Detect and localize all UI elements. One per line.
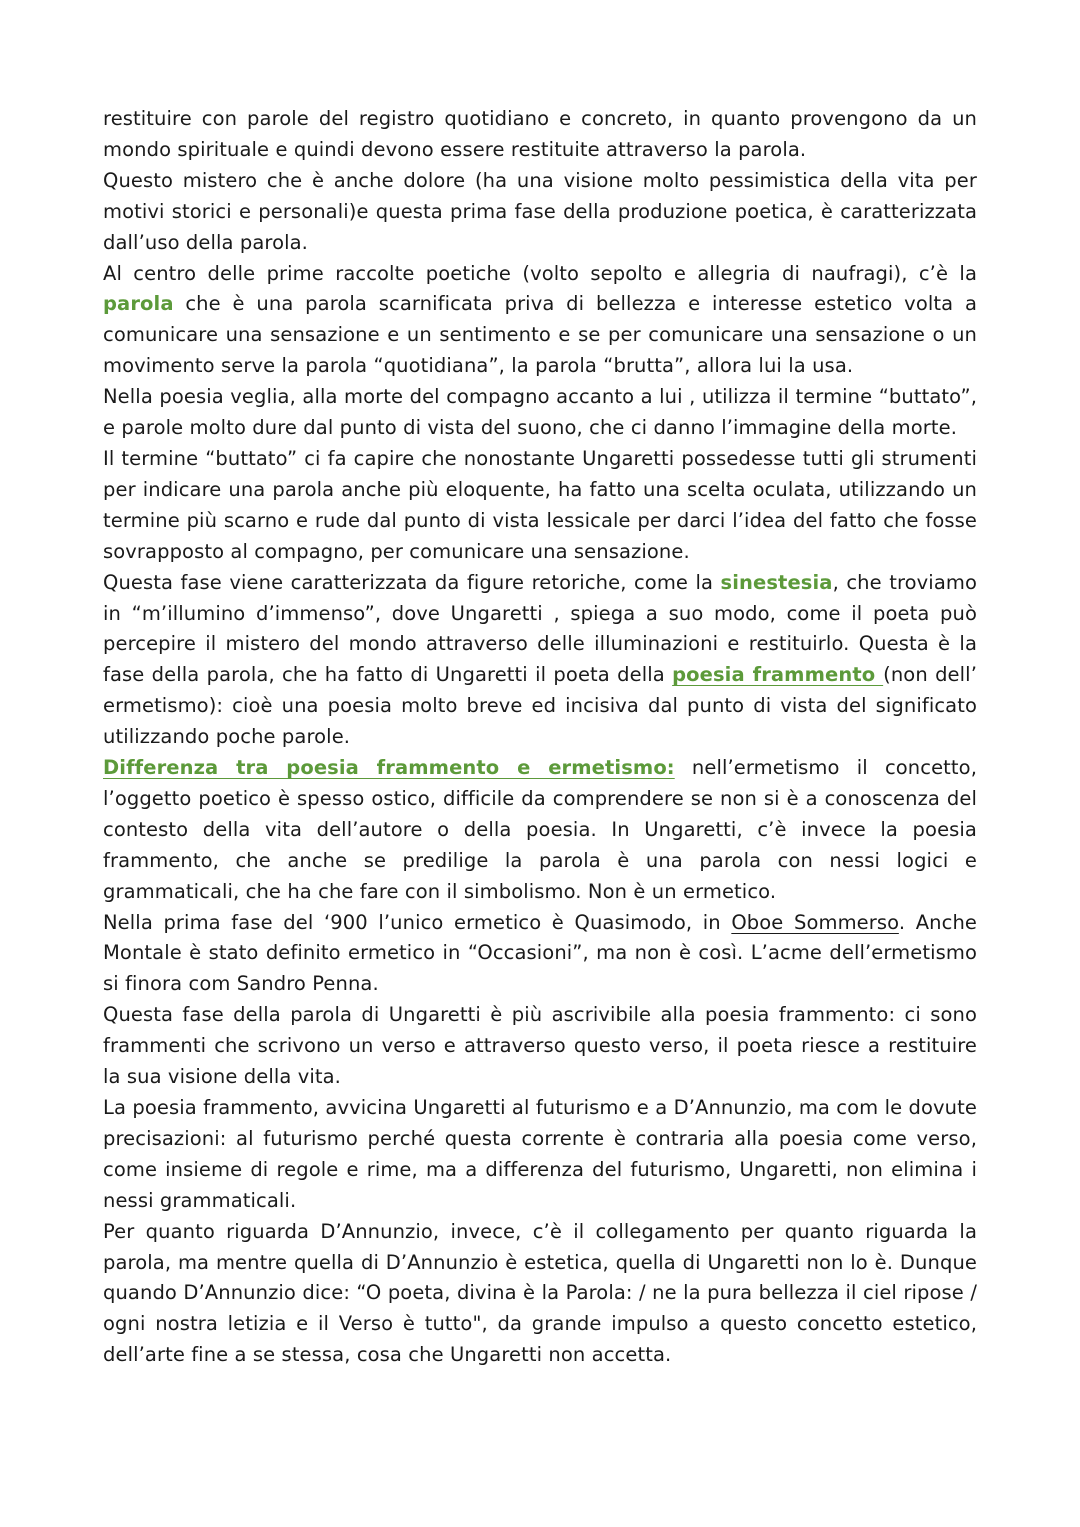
highlighted-term: poesia frammento bbox=[672, 663, 884, 687]
paragraph-text: La poesia frammento, avvicina Ungaretti al futurismo e a D’Annunzio, ma com le dovute precisazioni: al futurismo perché questa corrente è contraria alla poesia come verso, come insieme di regole e rime, ma a differenza del futurismo, Ungaretti, non elimina i nessi grammaticali. bbox=[103, 1096, 977, 1212]
paragraph-text: (non dell’ ermetismo): cioè una poesia molto breve ed incisiva dal punto di vista del significato utilizzando poche parole. bbox=[103, 663, 977, 749]
paragraph-p5 bbox=[103, 444, 977, 568]
paragraph-p2 bbox=[103, 166, 977, 259]
document-body bbox=[103, 104, 977, 1371]
paragraph-text: Questa fase viene caratterizzata da figure retoriche, come la bbox=[103, 570, 721, 594]
paragraph-text: Questo mistero che è anche dolore (ha una visione molto pessimistica della vita per motivi storici e personali)e questa prima fase della produzione poetica, è caratterizzata dall’uso della parola. bbox=[103, 168, 977, 254]
paragraph-p1 bbox=[103, 104, 977, 166]
paragraph-text: restituire con parole del registro quotidiano e concreto, in quanto provengono da un mondo spirituale e quindi devono essere restituite attraverso la parola. bbox=[103, 107, 977, 161]
paragraph-text: Nella prima fase del ‘900 l’unico ermetico è Quasimodo, in bbox=[103, 910, 732, 934]
paragraph-text: Questa fase della parola di Ungaretti è più ascrivibile alla poesia frammento: ci sono frammenti che scrivono un verso e attraverso questo verso, il poeta riesce a restituire la sua visione della vita. bbox=[103, 1003, 977, 1089]
paragraph-p9 bbox=[103, 1000, 977, 1093]
paragraph-text: Il termine “buttato” ci fa capire che nonostante Ungaretti possedesse tutti gli strumenti per indicare una parola anche più eloquente, ha fatto una scelta oculata, utilizzando un termine più scarno e rude dal punto di vista lessicale per darci l’idea del fatto che fosse sovrapposto al compagno, per comunicare una sensazione. bbox=[103, 446, 977, 563]
paragraph-text: , che troviamo in “m’illumino d’immenso”, dove Ungaretti , spiega a suo modo, come il poeta può percepire il mistero del mondo attraverso delle illuminazioni e restituirlo. Questa è la fase della parola, che ha fatto di Ungaretti il poeta della bbox=[103, 570, 977, 687]
paragraph-text: Nella poesia veglia, alla morte del compagno accanto a lui , utilizza il termine “buttato”, e parole molto dure dal punto di vista del suono, che ci danno l’immagine della morte. bbox=[103, 385, 977, 440]
highlighted-term: parola bbox=[103, 292, 174, 316]
paragraph-text: . Anche Montale è stato definito ermetico in “Occasioni”, ma non è così. L’acme dell’ermetismo si finora com Sandro Penna. bbox=[103, 910, 978, 996]
paragraph-p11 bbox=[103, 1217, 977, 1372]
paragraph-p10 bbox=[103, 1093, 977, 1217]
paragraph-p6 bbox=[103, 568, 977, 753]
underlined-title: Oboe Sommerso bbox=[731, 910, 899, 934]
paragraph-p4 bbox=[103, 382, 977, 444]
highlighted-term: Differenza tra poesia frammento e ermetismo: bbox=[103, 756, 675, 780]
paragraph-text: Per quanto riguarda D’Annunzio, invece, c’è il collegamento per quanto riguarda la parola, ma mentre quella di D’Annunzio è estetica, quella di Ungaretti non lo è. Dunque quando D’Annunzio dice: “O poeta, divina è la Parola: / ne la pura bellezza il ciel ripose / ogni nostra letizia e il Verso è tutto", da grande impulso a questo concetto estetico, dell’arte fine a se stessa, cosa che Ungaretti non accetta. bbox=[103, 1219, 977, 1367]
paragraph-p8 bbox=[103, 908, 977, 1001]
paragraph-text: Al centro delle prime raccolte poetiche (volto sepolto e allegria di naufragi), c’è la bbox=[103, 261, 977, 285]
paragraph-p7 bbox=[103, 753, 977, 908]
highlighted-term: sinestesia bbox=[720, 570, 833, 594]
paragraph-text: che è una parola scarnificata priva di bellezza e interesse estetico volta a comunicare una sensazione e un sentimento e se per comunicare una sensazione o un movimento serve la parola “quotidiana”, la parola “brutta”, allora lui la usa. bbox=[103, 292, 977, 378]
paragraph-text: nell’ermetismo il concetto, l’oggetto poetico è spesso ostico, difficile da comprendere se non si è a conoscenza del contesto della vita dell’autore o della poesia. In Ungaretti, c’è invece la poesia frammento, che anche se predilige la parola è una parola con nessi logici e grammaticali, che ha che fare con il simbolismo. Non è un ermetico. bbox=[103, 756, 977, 903]
paragraph-p3 bbox=[103, 259, 977, 383]
